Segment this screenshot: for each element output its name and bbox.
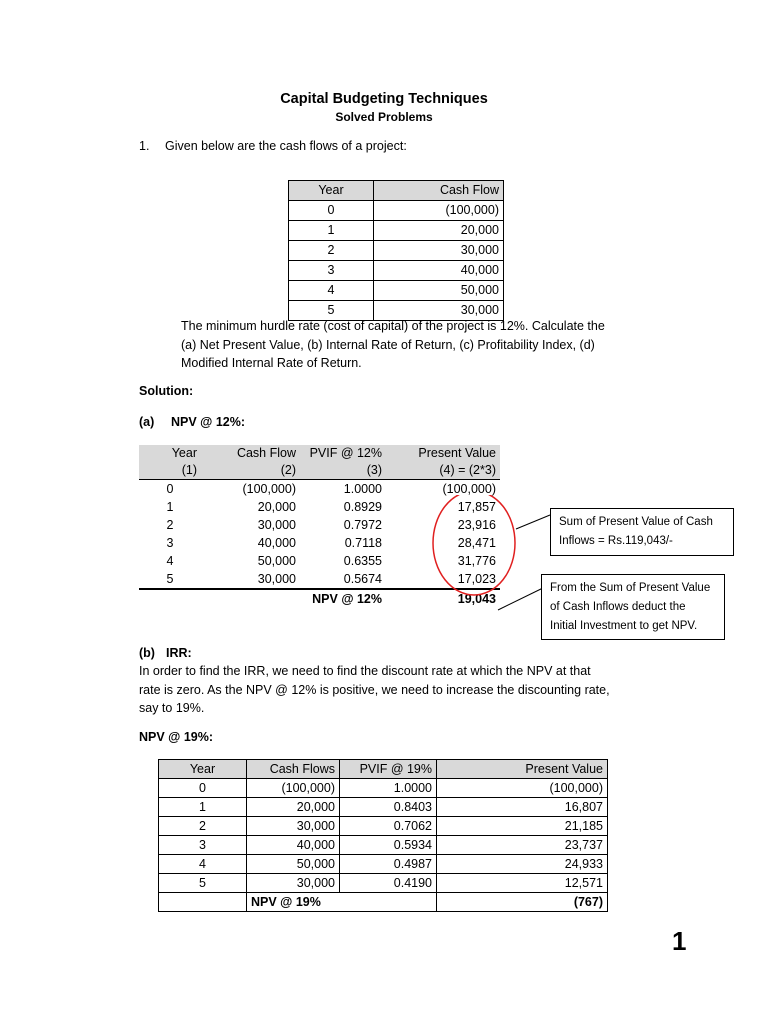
col-year-num: (1) [139, 462, 201, 480]
empty-cell [139, 589, 201, 608]
cell-present-value: 21,185 [437, 817, 608, 836]
col-cash-flows: Cash Flows [247, 760, 340, 779]
cell-year: 5 [289, 301, 374, 321]
table-row [159, 779, 608, 798]
note-line: From the Sum of Present Value [550, 582, 711, 594]
part-a-label: (a) [139, 415, 155, 429]
cell-pvif: 0.8403 [340, 798, 437, 817]
cell-year: 4 [159, 855, 247, 874]
problem-number: 1. [139, 139, 150, 153]
cell-cash-flow: (100,000) [242, 482, 296, 496]
highlight-circle [433, 495, 515, 595]
cell-cash-flow: 40,000 [247, 836, 340, 855]
cell-year: 5 [166, 572, 174, 586]
paragraph-line: The minimum hurdle rate (cost of capital) of the project is 12%. Calculate the [181, 319, 605, 333]
npv-19-heading: NPV @ 19%: [139, 730, 214, 744]
col-cash-flow: Cash Flow [374, 181, 504, 201]
cell-pvif: 0.4987 [340, 855, 437, 874]
cell-cash-flow: 50,000 [247, 855, 340, 874]
cell-pvif: 0.7972 [343, 518, 382, 532]
cell-pvif: 0.6355 [343, 554, 382, 568]
cell-present-value: 16,807 [437, 798, 608, 817]
part-b-heading: IRR: [166, 646, 192, 660]
cell-cash-flow: 50,000 [374, 281, 504, 301]
table-row [289, 201, 504, 221]
cell-year: 1 [289, 221, 374, 241]
page-subtitle: Solved Problems [335, 110, 433, 124]
irr-paragraph [139, 662, 639, 718]
cell-cash-flow: 20,000 [257, 500, 296, 514]
cell-pvif: 0.5934 [340, 836, 437, 855]
page-title: Capital Budgeting Techniques [280, 91, 488, 107]
cell-present-value: 23,916 [457, 518, 496, 532]
table-row [159, 855, 608, 874]
table-header-row [139, 445, 500, 462]
table-header-row [289, 181, 504, 201]
cell-present-value: (100,000) [442, 482, 496, 496]
callout-line [516, 515, 550, 529]
problem-paragraph [181, 317, 641, 373]
note-line: of Cash Inflows deduct the [550, 601, 686, 613]
part-b-label: (b) [139, 646, 155, 660]
table-row [159, 836, 608, 855]
problem-statement: Given below are the cash flows of a project: [165, 139, 407, 153]
table-row [159, 874, 608, 893]
cell-cash-flow: 30,000 [257, 518, 296, 532]
table-header-row [159, 760, 608, 779]
npv-19-table [158, 759, 608, 912]
cell-cash-flow: 30,000 [247, 817, 340, 836]
callout-line [498, 587, 545, 610]
cell-present-value: 24,933 [437, 855, 608, 874]
note-line: Sum of Present Value of Cash [559, 516, 713, 528]
col-year: Year [159, 760, 247, 779]
paragraph-line: (a) Net Present Value, (b) Internal Rate of Return, (c) Profitability Index, (d) [181, 337, 595, 352]
cell-present-value: 17,857 [457, 500, 496, 514]
npv-value: 19,043 [386, 589, 500, 608]
paragraph-line: In order to find the IRR, we need to find the discount rate at which the NPV at that [139, 664, 591, 678]
cell-pvif: 1.0000 [340, 779, 437, 798]
col-year: Year [289, 181, 374, 201]
col-present-value-num: (4) = (2*3) [386, 462, 500, 480]
part-a-heading: NPV @ 12%: [171, 415, 246, 429]
note-sum-present-value [550, 508, 734, 556]
cell-cash-flow: 30,000 [374, 241, 504, 261]
cell-cash-flow: 40,000 [257, 536, 296, 550]
cash-flow-table [288, 180, 504, 321]
paragraph-line: Modified Internal Rate of Return. [181, 356, 362, 370]
cell-cash-flow: 50,000 [257, 554, 296, 568]
note-line: Initial Investment to get NPV. [550, 620, 698, 632]
table-row [289, 221, 504, 241]
table-header-row [139, 462, 500, 480]
table-row [289, 281, 504, 301]
paragraph-line: say to 19%. [139, 701, 205, 715]
npv-value: (767) [437, 893, 608, 912]
cell-cash-flow: 30,000 [257, 572, 296, 586]
col-pvif-num: (3) [300, 462, 386, 480]
col-pvif: PVIF @ 19% [340, 760, 437, 779]
solution-label: Solution: [139, 384, 194, 398]
page-number: 1 [672, 926, 687, 956]
cell-cash-flow: 30,000 [374, 301, 504, 321]
npv-label: NPV @ 19% [247, 893, 437, 912]
cell-present-value: 28,471 [457, 536, 496, 550]
table-row [159, 798, 608, 817]
col-year: Year [139, 445, 201, 462]
col-pvif: PVIF @ 12% [300, 445, 386, 462]
note-line: Inflows = Rs.119,043/- [559, 535, 673, 547]
cell-cash-flow: 40,000 [374, 261, 504, 281]
total-row [159, 893, 608, 912]
col-present-value: Present Value [437, 760, 608, 779]
cell-pvif: 0.4190 [340, 874, 437, 893]
cell-pvif: 0.7118 [344, 536, 382, 550]
cell-year: 3 [159, 836, 247, 855]
table-row [159, 817, 608, 836]
cell-year: 2 [289, 241, 374, 261]
cell-pvif: 0.7062 [340, 817, 437, 836]
empty-cell [159, 893, 247, 912]
cell-present-value: 12,571 [437, 874, 608, 893]
cell-pvif: 0.5674 [343, 572, 382, 586]
cell-year: 4 [289, 281, 374, 301]
cell-year: 4 [166, 554, 174, 568]
cell-pvif: 0.8929 [343, 500, 382, 514]
cell-cash-flow: 20,000 [374, 221, 504, 241]
cell-present-value: 17,023 [457, 572, 496, 586]
cell-pvif: 1.0000 [343, 482, 382, 496]
empty-cell [201, 589, 300, 608]
npv-label: NPV @ 12% [300, 589, 386, 608]
cell-cash-flow: 30,000 [247, 874, 340, 893]
cell-year: 3 [166, 536, 174, 550]
cell-year: 5 [159, 874, 247, 893]
cell-year: 0 [166, 482, 174, 496]
cell-cash-flow: (100,000) [374, 201, 504, 221]
table-row [289, 261, 504, 281]
cell-year: 2 [166, 518, 174, 532]
paragraph-line: rate is zero. As the NPV @ 12% is positive, we need to increase the discounting rate, [139, 682, 610, 697]
cell-present-value: (100,000) [437, 779, 608, 798]
col-present-value: Present Value [386, 445, 500, 462]
cell-cash-flow: 20,000 [247, 798, 340, 817]
cell-year: 1 [159, 798, 247, 817]
table-row [289, 241, 504, 261]
cell-present-value: 23,737 [437, 836, 608, 855]
cell-year: 3 [289, 261, 374, 281]
col-cash-flow-num: (2) [201, 462, 300, 480]
cell-year: 1 [166, 500, 174, 514]
note-npv-derivation [541, 574, 725, 640]
col-cash-flow: Cash Flow [201, 445, 300, 462]
cell-year: 0 [159, 779, 247, 798]
cell-cash-flow: (100,000) [247, 779, 340, 798]
cell-year: 0 [289, 201, 374, 221]
cell-year: 2 [159, 817, 247, 836]
cell-present-value: 31,776 [457, 554, 496, 568]
